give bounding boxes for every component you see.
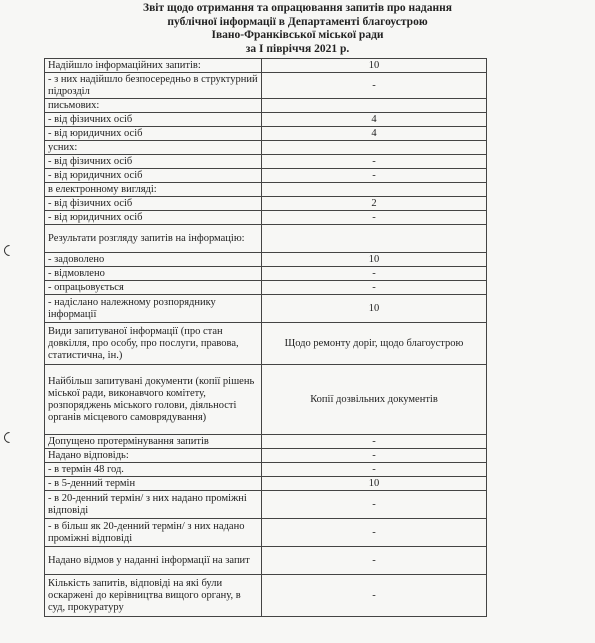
table-row — [45, 59, 487, 73]
row-value: - — [262, 211, 487, 225]
row-value: 4 — [262, 113, 487, 127]
row-value — [262, 225, 487, 253]
row-label: Найбільш запитувані документи (копії рішень міської ради, виконавчого комітету, розпоряджень міського голови, діяльності органів місцевого самоврядування) — [45, 365, 262, 435]
row-label: - надіслано належному розпоряднику інформації — [45, 295, 262, 323]
table-row — [45, 463, 487, 477]
row-label: Надано відмов у наданні інформації на запит — [45, 547, 262, 575]
row-value: - — [262, 155, 487, 169]
row-value: 10 — [262, 477, 487, 491]
row-label: - з них надійшло безпосередньо в структурний підрозділ — [45, 73, 262, 99]
row-value: - — [262, 491, 487, 519]
row-label: в електронному вигляді: — [45, 183, 262, 197]
row-value: - — [262, 169, 487, 183]
table-row — [45, 491, 487, 519]
row-value: - — [262, 449, 487, 463]
row-value: - — [262, 267, 487, 281]
row-label: Результати розгляду запитів на інформацію: — [45, 225, 262, 253]
table-row — [45, 295, 487, 323]
row-label: Види запитуваної інформації (про стан довкілля, про особу, про послуги, правова, статистична, ін.) — [45, 323, 262, 365]
row-label: - в 20-денний термін/ з них надано проміжні відповіді — [45, 491, 262, 519]
table-row — [45, 547, 487, 575]
row-value: - — [262, 519, 487, 547]
row-label: - задоволено — [45, 253, 262, 267]
title-line-1: Звіт щодо отримання та опрацювання запитів про надання — [143, 2, 452, 14]
table-row — [45, 211, 487, 225]
row-label: - від юридичних осіб — [45, 127, 262, 141]
row-value: - — [262, 73, 487, 99]
row-value — [262, 183, 487, 197]
binder-hole-mark — [2, 430, 18, 446]
row-value: - — [262, 547, 487, 575]
report-title — [0, 2, 595, 56]
row-value: 10 — [262, 295, 487, 323]
row-value: 4 — [262, 127, 487, 141]
table-row — [45, 141, 487, 155]
report-table — [44, 58, 487, 617]
row-label: Кількість запитів, відповіді на які були оскаржені до керівництва вищого органу, в суд, прокуратуру — [45, 575, 262, 617]
row-label: - від фізичних осіб — [45, 155, 262, 169]
table-row — [45, 73, 487, 99]
row-label: усних: — [45, 141, 262, 155]
binder-hole-mark — [2, 243, 18, 259]
row-label: - в термін 48 год. — [45, 463, 262, 477]
table-row — [45, 435, 487, 449]
row-label: - від фізичних осіб — [45, 113, 262, 127]
row-label: Допущено протермінування запитів — [45, 435, 262, 449]
row-value — [262, 99, 487, 113]
title-line-2: публічної інформації в Департаменті благоустрою — [167, 15, 428, 28]
table-row — [45, 127, 487, 141]
table-row — [45, 281, 487, 295]
table-row — [45, 113, 487, 127]
table-row — [45, 575, 487, 617]
table-row — [45, 183, 487, 197]
table-row — [45, 323, 487, 365]
row-label: - від юридичних осіб — [45, 169, 262, 183]
table-row — [45, 365, 487, 435]
row-label: - в більш як 20-денний термін/ з них надано проміжні відповіді — [45, 519, 262, 547]
row-label: - від юридичних осіб — [45, 211, 262, 225]
row-value: - — [262, 281, 487, 295]
table-row — [45, 449, 487, 463]
row-value: - — [262, 463, 487, 477]
row-value: 2 — [262, 197, 487, 211]
table-row — [45, 225, 487, 253]
table-row — [45, 197, 487, 211]
row-value: Копії дозвільних документів — [262, 365, 487, 435]
row-label: - в 5-денний термін — [45, 477, 262, 491]
table-row — [45, 99, 487, 113]
row-label: письмових: — [45, 99, 262, 113]
table-row — [45, 267, 487, 281]
row-label: - опрацьовується — [45, 281, 262, 295]
table-row — [45, 477, 487, 491]
table-row — [45, 169, 487, 183]
row-label: - відмовлено — [45, 267, 262, 281]
row-label: Надійшло інформаційних запитів: — [45, 59, 262, 73]
row-value: - — [262, 575, 487, 617]
table-row — [45, 519, 487, 547]
title-line-4: за І півріччя 2021 р. — [245, 42, 350, 55]
row-label: - від фізичних осіб — [45, 197, 262, 211]
row-value: - — [262, 435, 487, 449]
table-row — [45, 253, 487, 267]
row-value — [262, 141, 487, 155]
row-value: 10 — [262, 253, 487, 267]
title-line-3: Івано-Франківської міської ради — [211, 29, 384, 41]
row-label: Надано відповідь: — [45, 449, 262, 463]
row-value: Щодо ремонту доріг, щодо благоустрою — [262, 323, 487, 365]
row-value: 10 — [262, 59, 487, 73]
table-row — [45, 155, 487, 169]
